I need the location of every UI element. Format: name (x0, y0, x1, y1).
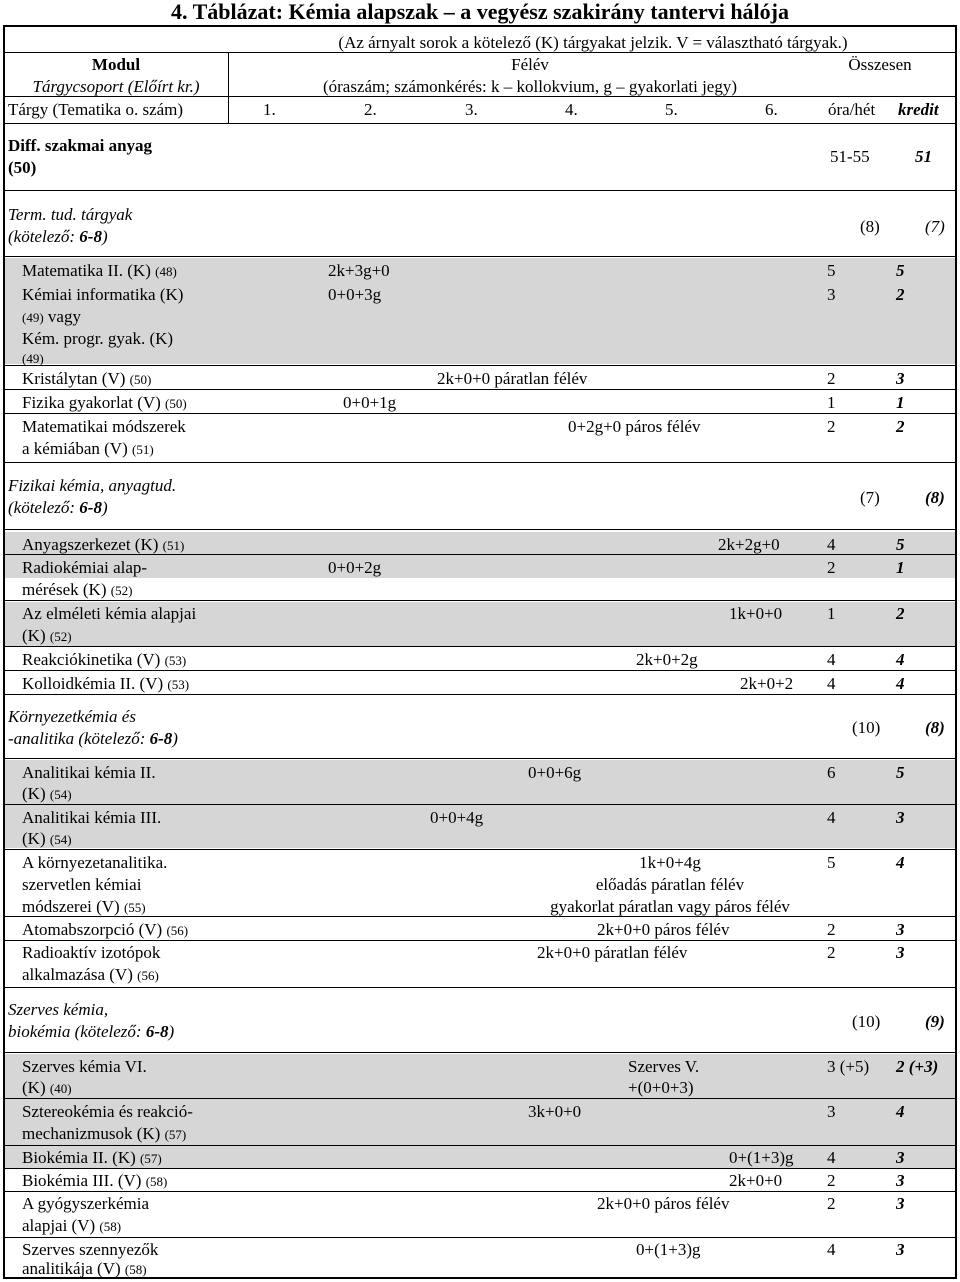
subject-hours: 5 (827, 853, 836, 872)
header-semester-1: 1. (263, 100, 276, 119)
subject-hours: 1 (827, 393, 836, 412)
subject-name-line: módszerei (V) (55) (22, 897, 146, 916)
group-required: -analitika (kötelező: 6-8) (8, 729, 178, 748)
header-semester-6: 6. (765, 100, 778, 119)
subject-schedule: 2k+0+0 páratlan félév (437, 369, 588, 388)
rule (3, 849, 957, 850)
subject-name: Biokémia II. (K) (57) (22, 1148, 162, 1167)
subject-schedule-note: előadás páratlan félév (595, 875, 745, 894)
rule (3, 256, 957, 257)
subject-hours: 4 (827, 1148, 836, 1167)
subject-name-line: analitikája (V) (58) (22, 1259, 147, 1278)
diff-label: Diff. szakmai anyag (8, 136, 153, 155)
subject-name: Radioaktív izotópok (22, 943, 161, 962)
rule (3, 804, 957, 805)
subject-schedule: 0+0+6g (528, 763, 582, 782)
subject-schedule: 0+0+1g (343, 393, 397, 412)
subject-hours: 3 (827, 285, 836, 304)
rule (3, 462, 957, 463)
subject-name: Kémiai informatika (K) (22, 285, 184, 304)
header-osszesen: Összesen (848, 55, 912, 74)
subject-schedule: 1k+0+0 (729, 604, 783, 623)
subject-name: Analitikai kémia III. (22, 808, 162, 827)
subject-name-line: (K) (54) (22, 829, 72, 848)
header-note: (Az árnyalt sorok a kötelező (K) tárgyakat jelzik. V = választható tárgyak.) (338, 33, 848, 52)
subject-schedule: 0+0+2g (328, 558, 382, 577)
subject-hours: 6 (827, 763, 836, 782)
header-targycsoport: Tárgycsoport (Előírt kr.) (32, 77, 200, 96)
subject-credit: 4 (896, 674, 905, 693)
subject-schedule: 1k+0+4g (639, 853, 701, 872)
subject-hours: 4 (827, 1240, 836, 1259)
subject-name-line: Kém. progr. gyak. (K) (22, 329, 174, 348)
diff-credit: 51 (915, 147, 932, 166)
subject-credit: 2 (+3) (896, 1057, 939, 1076)
group-hours: (10) (852, 718, 881, 737)
subject-credit: 1 (896, 558, 905, 577)
rule (3, 1052, 957, 1053)
header-targy: Tárgy (Tematika o. szám) (8, 100, 184, 119)
subject-credit: 3 (896, 1194, 905, 1213)
rule (3, 529, 957, 530)
subject-schedule: 2k+2g+0 (718, 535, 780, 554)
subject-hours: 4 (827, 674, 836, 693)
subject-name-line: (49) vagy (22, 307, 81, 326)
diff-code: (50) (8, 158, 37, 177)
subject-hours: 3 (+5) (827, 1057, 870, 1076)
subject-schedule: 2k+0+0 páros félév (597, 920, 730, 939)
rule (3, 123, 957, 124)
subject-hours: 2 (827, 1171, 836, 1190)
header-ora-het: óra/hét (828, 100, 876, 119)
group-name: Környezetkémia és (8, 707, 136, 726)
subject-credit: 3 (896, 1171, 905, 1190)
subject-name: Analitikai kémia II. (22, 763, 156, 782)
subject-hours: 5 (827, 261, 836, 280)
group-credit: (9) (925, 1012, 945, 1031)
subject-page: (49) (22, 351, 44, 366)
page-title: 4. Táblázat: Kémia alapszak – a vegyész szakirány tantervi hálója (171, 0, 789, 24)
subject-name: Az elméleti kémia alapjai (22, 604, 197, 623)
header-modul: Modul (91, 55, 141, 74)
subject-hours: 2 (827, 369, 836, 388)
header-kredit: kredit (898, 100, 939, 119)
subject-credit: 3 (896, 369, 905, 388)
rule (3, 987, 957, 988)
subject-name-line: alkalmazása (V) (56) (22, 965, 159, 984)
group-name: Szerves kémia, (8, 1000, 109, 1019)
group-credit: (8) (925, 718, 945, 737)
subject-credit: 1 (896, 393, 905, 412)
subject-name-line: mérések (K) (52) (22, 580, 133, 599)
subject-name: Atomabszorpció (V) (56) (22, 920, 189, 939)
subject-credit: 3 (896, 943, 905, 962)
subject-name-line: (K) (52) (22, 626, 72, 645)
subject-hours: 2 (827, 943, 836, 962)
subject-name-line: alapjai (V) (58) (22, 1216, 122, 1235)
subject-credit: 2 (896, 285, 905, 304)
subject-credit: 3 (896, 1240, 905, 1259)
subject-name: Fizika gyakorlat (V) (50) (22, 393, 187, 412)
rule (3, 646, 957, 647)
group-required: (kötelező: 6-8) (8, 498, 108, 517)
group-required: (kötelező: 6-8) (8, 227, 108, 246)
subject-name-line: szervetlen kémiai (22, 875, 142, 894)
subject-credit: 4 (896, 650, 905, 669)
subject-credit: 2 (896, 417, 905, 436)
subject-hours: 2 (827, 417, 836, 436)
subject-schedule: 0+0+3g (328, 285, 382, 304)
subject-name-line: mechanizmusok (K) (57) (22, 1124, 187, 1143)
subject-hours: 4 (827, 808, 836, 827)
subject-name: A környezetanalitika. (22, 853, 168, 872)
subject-schedule: 0+(1+3)g (636, 1240, 701, 1259)
subject-hours: 3 (827, 1102, 836, 1121)
subject-hours: 2 (827, 920, 836, 939)
subject-schedule: 0+2g+0 páros félév (568, 417, 701, 436)
subject-schedule: 2k+3g+0 (328, 261, 390, 280)
subject-name: Sztereokémia és reakció- (22, 1102, 193, 1121)
subject-schedule: 3k+0+0 (528, 1102, 582, 1121)
subject-credit: 5 (896, 763, 905, 782)
subject-name-line: (K) (54) (22, 784, 72, 803)
subject-schedule-note: gyakorlat páratlan vagy páros félév (550, 897, 790, 916)
subject-schedule-note: +(0+0+3) (628, 1078, 694, 1097)
group-hours: (10) (852, 1012, 881, 1031)
subject-credit: 5 (896, 261, 905, 280)
subject-credit: 4 (896, 853, 905, 872)
subject-name: Biokémia III. (V) (58) (22, 1171, 168, 1190)
rule (3, 1237, 957, 1238)
subject-hours: 2 (827, 1194, 836, 1213)
subject-hours: 4 (827, 535, 836, 554)
rule (3, 190, 957, 191)
subject-name: Anyagszerkezet (K) (51) (22, 535, 185, 554)
subject-credit: 2 (896, 604, 905, 623)
header-semester-4: 4. (565, 100, 578, 119)
subject-name: Kolloidkémia II. (V) (53) (22, 674, 190, 693)
subject-hours: 2 (827, 558, 836, 577)
subject-name-line: (K) (40) (22, 1078, 72, 1097)
rule (3, 365, 957, 366)
group-name: Fizikai kémia, anyagtud. (8, 476, 177, 495)
rule (3, 758, 957, 759)
rule (3, 600, 957, 601)
subject-credit: 3 (896, 1148, 905, 1167)
subject-name: Kristálytan (V) (50) (22, 369, 152, 388)
subject-name: Radiokémiai alap- (22, 558, 148, 577)
group-name: Term. tud. tárgyak (8, 205, 133, 224)
subject-name: Szerves szennyezők (22, 1240, 159, 1259)
rule (3, 1098, 957, 1099)
subject-schedule: 2k+0+0 páros félév (597, 1194, 730, 1213)
subject-name: Matematikai módszerek (22, 417, 186, 436)
subject-credit: 5 (896, 535, 905, 554)
group-hours: (8) (860, 217, 880, 236)
group-credit: (8) (925, 488, 945, 507)
subject-credit: 3 (896, 808, 905, 827)
diff-hours: 51-55 (830, 147, 870, 166)
subject-schedule: Szerves V. (628, 1057, 700, 1076)
subject-schedule: 0+(1+3)g (729, 1148, 794, 1167)
subject-name: Szerves kémia VI. (22, 1057, 147, 1076)
group-hours: (7) (860, 488, 880, 507)
subject-hours: 4 (827, 650, 836, 669)
subject-name: Matematika II. (K) (48) (22, 261, 177, 280)
group-credit: (7) (925, 217, 945, 236)
group-required: biokémia (kötelező: 6-8) (8, 1022, 175, 1041)
subject-schedule: 2k+0+0 páratlan félév (537, 943, 688, 962)
subject-name: A gyógyszerkémia (22, 1194, 149, 1213)
subject-credit: 4 (896, 1102, 905, 1121)
header-semester-5: 5. (665, 100, 678, 119)
subject-name-line: a kémiában (V) (51) (22, 439, 154, 458)
header-semester-2: 2. (364, 100, 377, 119)
rule (3, 1145, 957, 1146)
subject-name: Reakciókinetika (V) (53) (22, 650, 187, 669)
header-felev-desc: (óraszám; számonkérés: k – kollokvium, g – gyakorlati jegy) (322, 77, 738, 96)
subject-schedule: 2k+0+0 (729, 1171, 783, 1190)
header-felev: Félév (511, 55, 549, 74)
subject-schedule: 2k+0+2g (636, 650, 698, 669)
header-semester-3: 3. (465, 100, 478, 119)
subject-schedule: 2k+0+2 (740, 674, 794, 693)
subject-schedule: 0+0+4g (430, 808, 484, 827)
subject-hours: 1 (827, 604, 836, 623)
subject-credit: 3 (896, 920, 905, 939)
column-rule (228, 52, 229, 124)
